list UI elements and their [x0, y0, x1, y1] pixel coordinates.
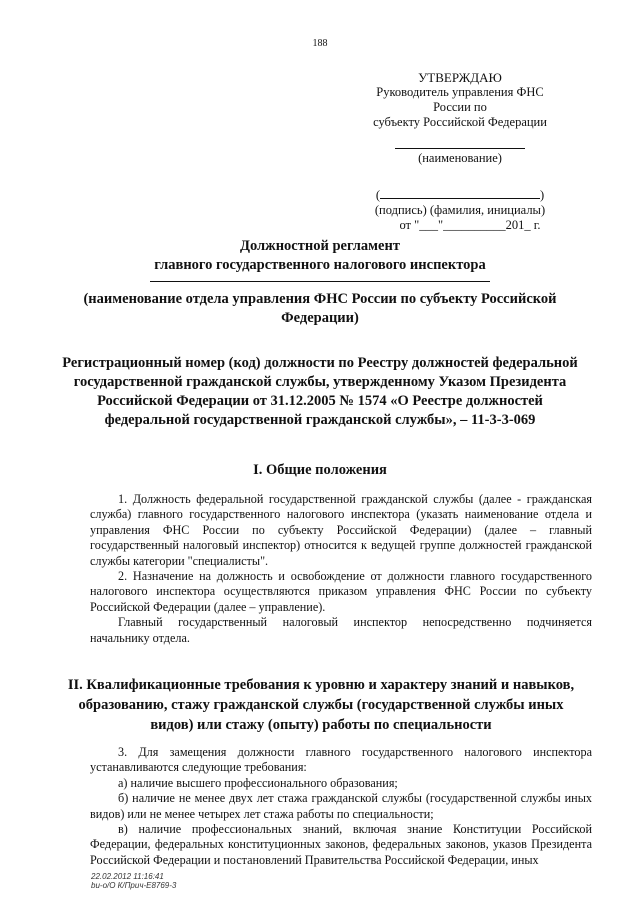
document-title [60, 237, 580, 275]
page-number: 188 [312, 38, 328, 49]
stamp-code: bu-o/O К/Прич-Е8769-3 [91, 881, 177, 890]
signature-caption: (подпись) (фамилия, инициалы) [374, 203, 546, 217]
title-line1: Должностной регламент [240, 238, 400, 254]
requirement-b: б) наличие не менее двух лет стажа гражданской службы (государственной службы иных видов) или не менее четырех лет стажа работы по специальности; [90, 791, 592, 821]
title-line2: главного государственного налогового инспектора [154, 257, 486, 273]
section1-heading: I. Общие положения [253, 462, 387, 478]
signature-line [360, 186, 560, 203]
approval-position-line2: субъекту Российской Федерации [373, 115, 547, 129]
signature-close: ) [540, 188, 545, 202]
department-placeholder: (наименование отдела управления ФНС России по субъекту Российской Федерации) [83, 291, 557, 326]
section1-paragraph3: Главный государственный налоговый инспектор непосредственно подчиняется начальнику отдела. [90, 615, 592, 645]
section1-paragraph1: 1. Должность федеральной государственной гражданской службы (далее - гражданская служба) главного государственного налогового инспектора (указать наименование отдела и управления ФНС России по субъекту Российской Федерации) (далее – главный государственный налоговый инспектор) относится к ведущей группе должностей гражданской службы категории "специалисты". [90, 492, 592, 568]
approval-date-line: от "___"__________201_ г. [399, 218, 541, 232]
section2-body [90, 745, 592, 868]
name-caption: (наименование) [418, 151, 502, 165]
approval-heading: УТВЕРЖДАЮ [418, 70, 502, 85]
section1-paragraph2: 2. Назначение на должность и освобождение от должности главного государственного налогового инспектора осуществляются приказом управления ФНС России по субъекту Российской Федерации (далее – управление). [90, 569, 592, 614]
requirement-c: в) наличие профессиональных знаний, включая знание Конституции Российской Федерации, федеральных конституционных законов, федеральных законов, указов Президента Российской Федерации и постановлений Правительства Российской Федерации, иных [90, 822, 592, 867]
section1-body [90, 492, 592, 646]
approval-position-line1: Руководитель управления ФНС России по [376, 85, 544, 114]
section2-heading: II. Квалификационные требования к уровню и характеру знаний и навыков, образованию, стажу гражданской службы (государственной службы иных видов) или стажу (опыту) работы по специальности [67, 677, 575, 733]
name-blank-line [395, 136, 525, 149]
approval-block [360, 70, 560, 233]
registration-number: Регистрационный номер (код) должности по Реестру должностей федеральной государственной гражданской службы, утвержденному Указом Президента Российской Федерации от 31.12.2005 № 1574 «О Реестре должностей федеральной государственной гражданской службы», – 11-3-3-069 [62, 355, 578, 428]
title-underline [150, 281, 490, 282]
stamp-timestamp: 22.02.2012 11:16:41 [91, 872, 164, 881]
document-stamp [91, 872, 176, 890]
section2-paragraph3: 3. Для замещения должности главного государственного налогового инспектора устанавливаются следующие требования: [90, 745, 592, 775]
signature-blank [380, 186, 540, 199]
signature-open: ( [375, 188, 380, 202]
requirement-a: а) наличие высшего профессионального образования; [118, 775, 398, 790]
